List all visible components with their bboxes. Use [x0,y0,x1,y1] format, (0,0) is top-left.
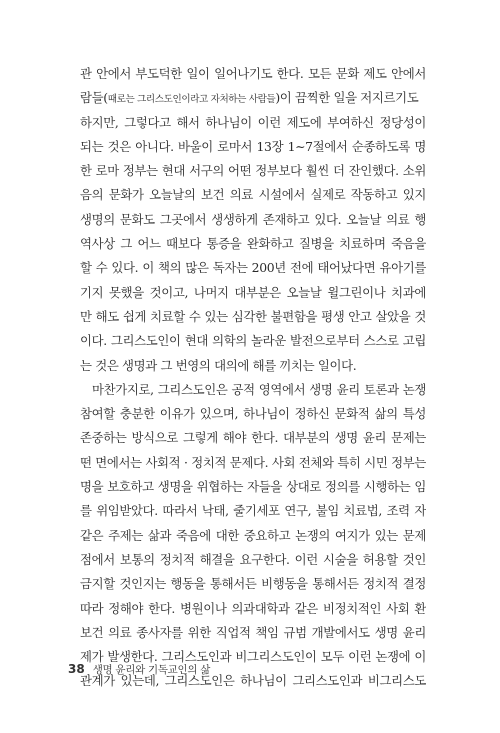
text-line: 만 해도 쉽게 치료할 수 있는 심각한 불편함을 평생 안고 살았을 것 [80,308,426,324]
text-line: 할 수 있다. 이 책의 많은 독자는 200년 전에 태어났다면 유아기를 [80,260,426,276]
text-line: 마찬가지로, 그리스도인은 공적 영역에서 생명 윤리 토론과 논쟁 [92,381,426,397]
paragraph-2 [80,378,426,694]
running-title: 생명 윤리와 기독교인의 삶 [92,664,211,676]
text-line: 명을 보호하고 생명을 위협하는 자들을 상대로 정의를 시행하는 임 [80,479,426,495]
text-line: 를 위임받았다. 따라서 낙태, 줄기세포 연구, 불임 치료법, 조력 자 [80,503,426,519]
text-line: 이다. 그리스도인이 현대 의학의 놀라운 발전으로부터 스스로 고립 [80,333,426,349]
text-line: 는 것은 생명과 그 번영의 대의에 해를 끼치는 일이다. [80,357,357,373]
text-line: 존중하는 방식으로 그렇게 해야 한다. 대부분의 생명 윤리 문제는 [80,430,426,446]
text-line: 관 안에서 부도덕한 일이 일어나기도 한다. 모든 문화 제도 안에서 [80,66,426,81]
text-fragment: )이 끔찍한 일을 저지르기도 [275,90,419,106]
page-number: 38 [68,662,85,676]
body-text [80,62,426,694]
text-line [80,86,426,110]
text-line: 기지 못했을 것이고, 나머지 대부분은 오늘날 윌그린이나 치과에 [80,284,426,300]
text-line: 하지만, 그렇다고 해서 하나님이 이런 제도에 부여하신 정당성이 [80,114,426,130]
text-line: 제가 발생한다. 그리스도인과 비그리스도인이 모두 이런 논쟁에 이 [80,649,426,665]
paragraph-1 [80,62,426,378]
text-line: 떤 면에서는 사회적 · 정치적 문제다. 사회 전체와 특히 시민 정부는 [80,454,426,470]
text-line: 한 로마 정부는 현대 서구의 어떤 정부보다 훨씬 더 잔인했다. 소위 [80,163,426,179]
page-footer [68,662,210,677]
text-line: 역사상 그 어느 때보다 통증을 완화하고 질병을 치료하며 죽음을 [80,236,426,252]
text-line: 생명의 문화도 그곳에서 생생하게 존재하고 있다. 오늘날 의료 행 [80,211,426,227]
text-line: 보건 의료 종사자를 위한 직업적 책임 규범 개발에서도 생명 윤리 [80,624,426,640]
text-line: 관계가 있는데, 그리스도인은 하나님이 그리스도인과 비그리스도 [80,673,426,689]
text-fragment: 람들( [80,90,108,106]
text-line: 음의 문화가 오늘날의 보건 의료 시설에서 실제로 작동하고 있지 [80,187,426,203]
text-line: 따라 정해야 한다. 병원이나 의과대학과 같은 비정치적인 사회 환 [80,600,426,616]
text-line: 금지할 것인지는 행동을 통해서든 비행동을 통해서든 정치적 결정 [80,576,426,592]
text-line: 같은 주제는 삶과 죽음에 대한 중요하고 논쟁의 여지가 있는 문제 [80,527,426,543]
text-line: 점에서 보통의 정치적 해결을 요구한다. 이런 시술을 허용할 것인 [80,551,426,567]
parenthetical-small-text: 때로는 그리스도인이라고 자처하는 사람들 [107,94,276,106]
text-line: 참여할 충분한 이유가 있으며, 하나님이 정하신 문화적 삶의 특성 [80,406,426,422]
text-line: 되는 것은 아니다. 바울이 로마서 13장 1∼7절에서 순종하도록 명 [80,138,426,154]
